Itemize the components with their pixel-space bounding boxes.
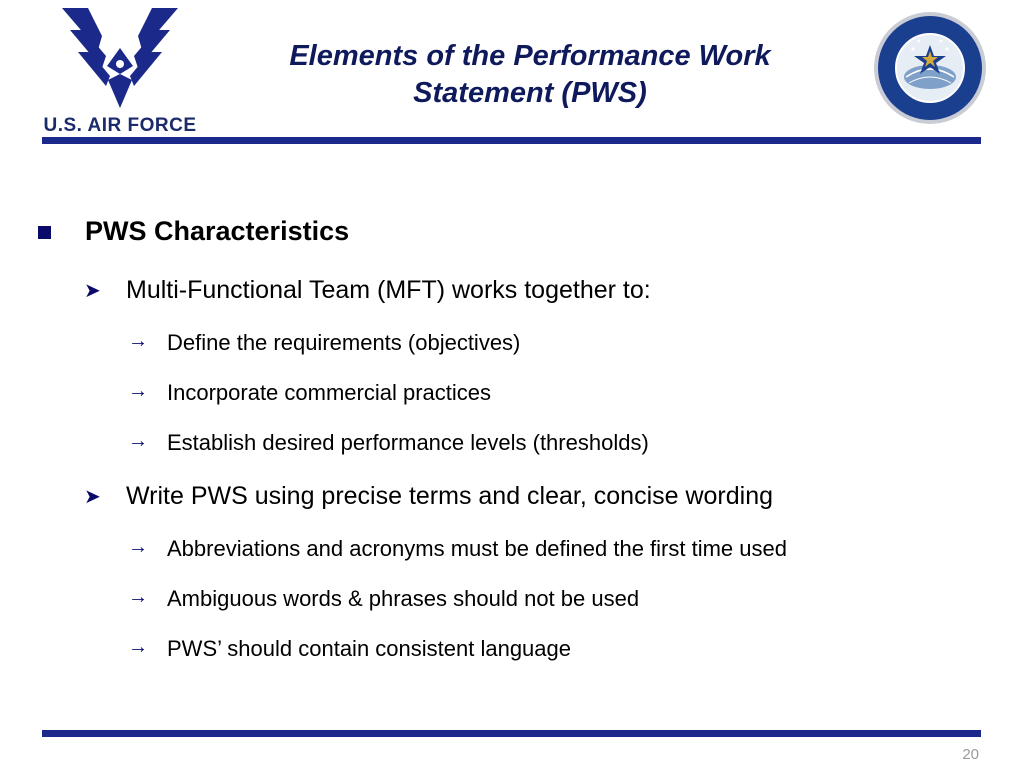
page-number: 20 — [962, 746, 979, 763]
air-force-symbol-icon — [40, 8, 200, 113]
sub-bullet-text: Ambiguous words & phrases should not be used — [167, 586, 640, 611]
arrow-right-icon: → — [128, 430, 148, 452]
bullet-text: Multi-Functional Team (MFT) works together to: — [126, 276, 651, 304]
sub-bullet-text: Incorporate commercial practices — [167, 380, 492, 405]
square-bullet-icon — [38, 226, 51, 239]
sub-bullet-text: Define the requirements (objectives) — [167, 330, 521, 355]
contracting-seal-icon — [873, 11, 987, 125]
sub-bullet-text: Abbreviations and acronyms must be defined the first time used — [167, 536, 787, 561]
bullet-text: Write PWS using precise terms and clear, concise wording — [126, 482, 774, 510]
section-heading: PWS Characteristics — [85, 216, 350, 246]
title-line-2: Statement (PWS) — [413, 77, 647, 109]
arrowhead-bullet-icon: ➤ — [84, 280, 101, 302]
arrow-right-icon: → — [128, 380, 148, 402]
us-air-force-logo — [40, 8, 200, 134]
arrowhead-bullet-icon: ➤ — [84, 486, 101, 508]
slide-title — [230, 38, 830, 112]
sub-bullet-text: PWS’ should contain consistent language — [167, 636, 571, 661]
arrow-right-icon: → — [128, 330, 148, 352]
footer-divider — [42, 730, 981, 737]
arrow-right-icon: → — [128, 536, 148, 558]
sub-bullet-text: Establish desired performance levels (thresholds) — [167, 430, 649, 455]
arrow-right-icon: → — [128, 636, 148, 658]
title-line-1: Elements of the Performance Work — [289, 40, 771, 72]
logo-wordmark: U.S. AIR FORCE — [43, 115, 197, 136]
arrow-right-icon: → — [128, 586, 148, 608]
air-force-contracting-seal — [873, 11, 987, 125]
header-divider — [42, 137, 981, 144]
